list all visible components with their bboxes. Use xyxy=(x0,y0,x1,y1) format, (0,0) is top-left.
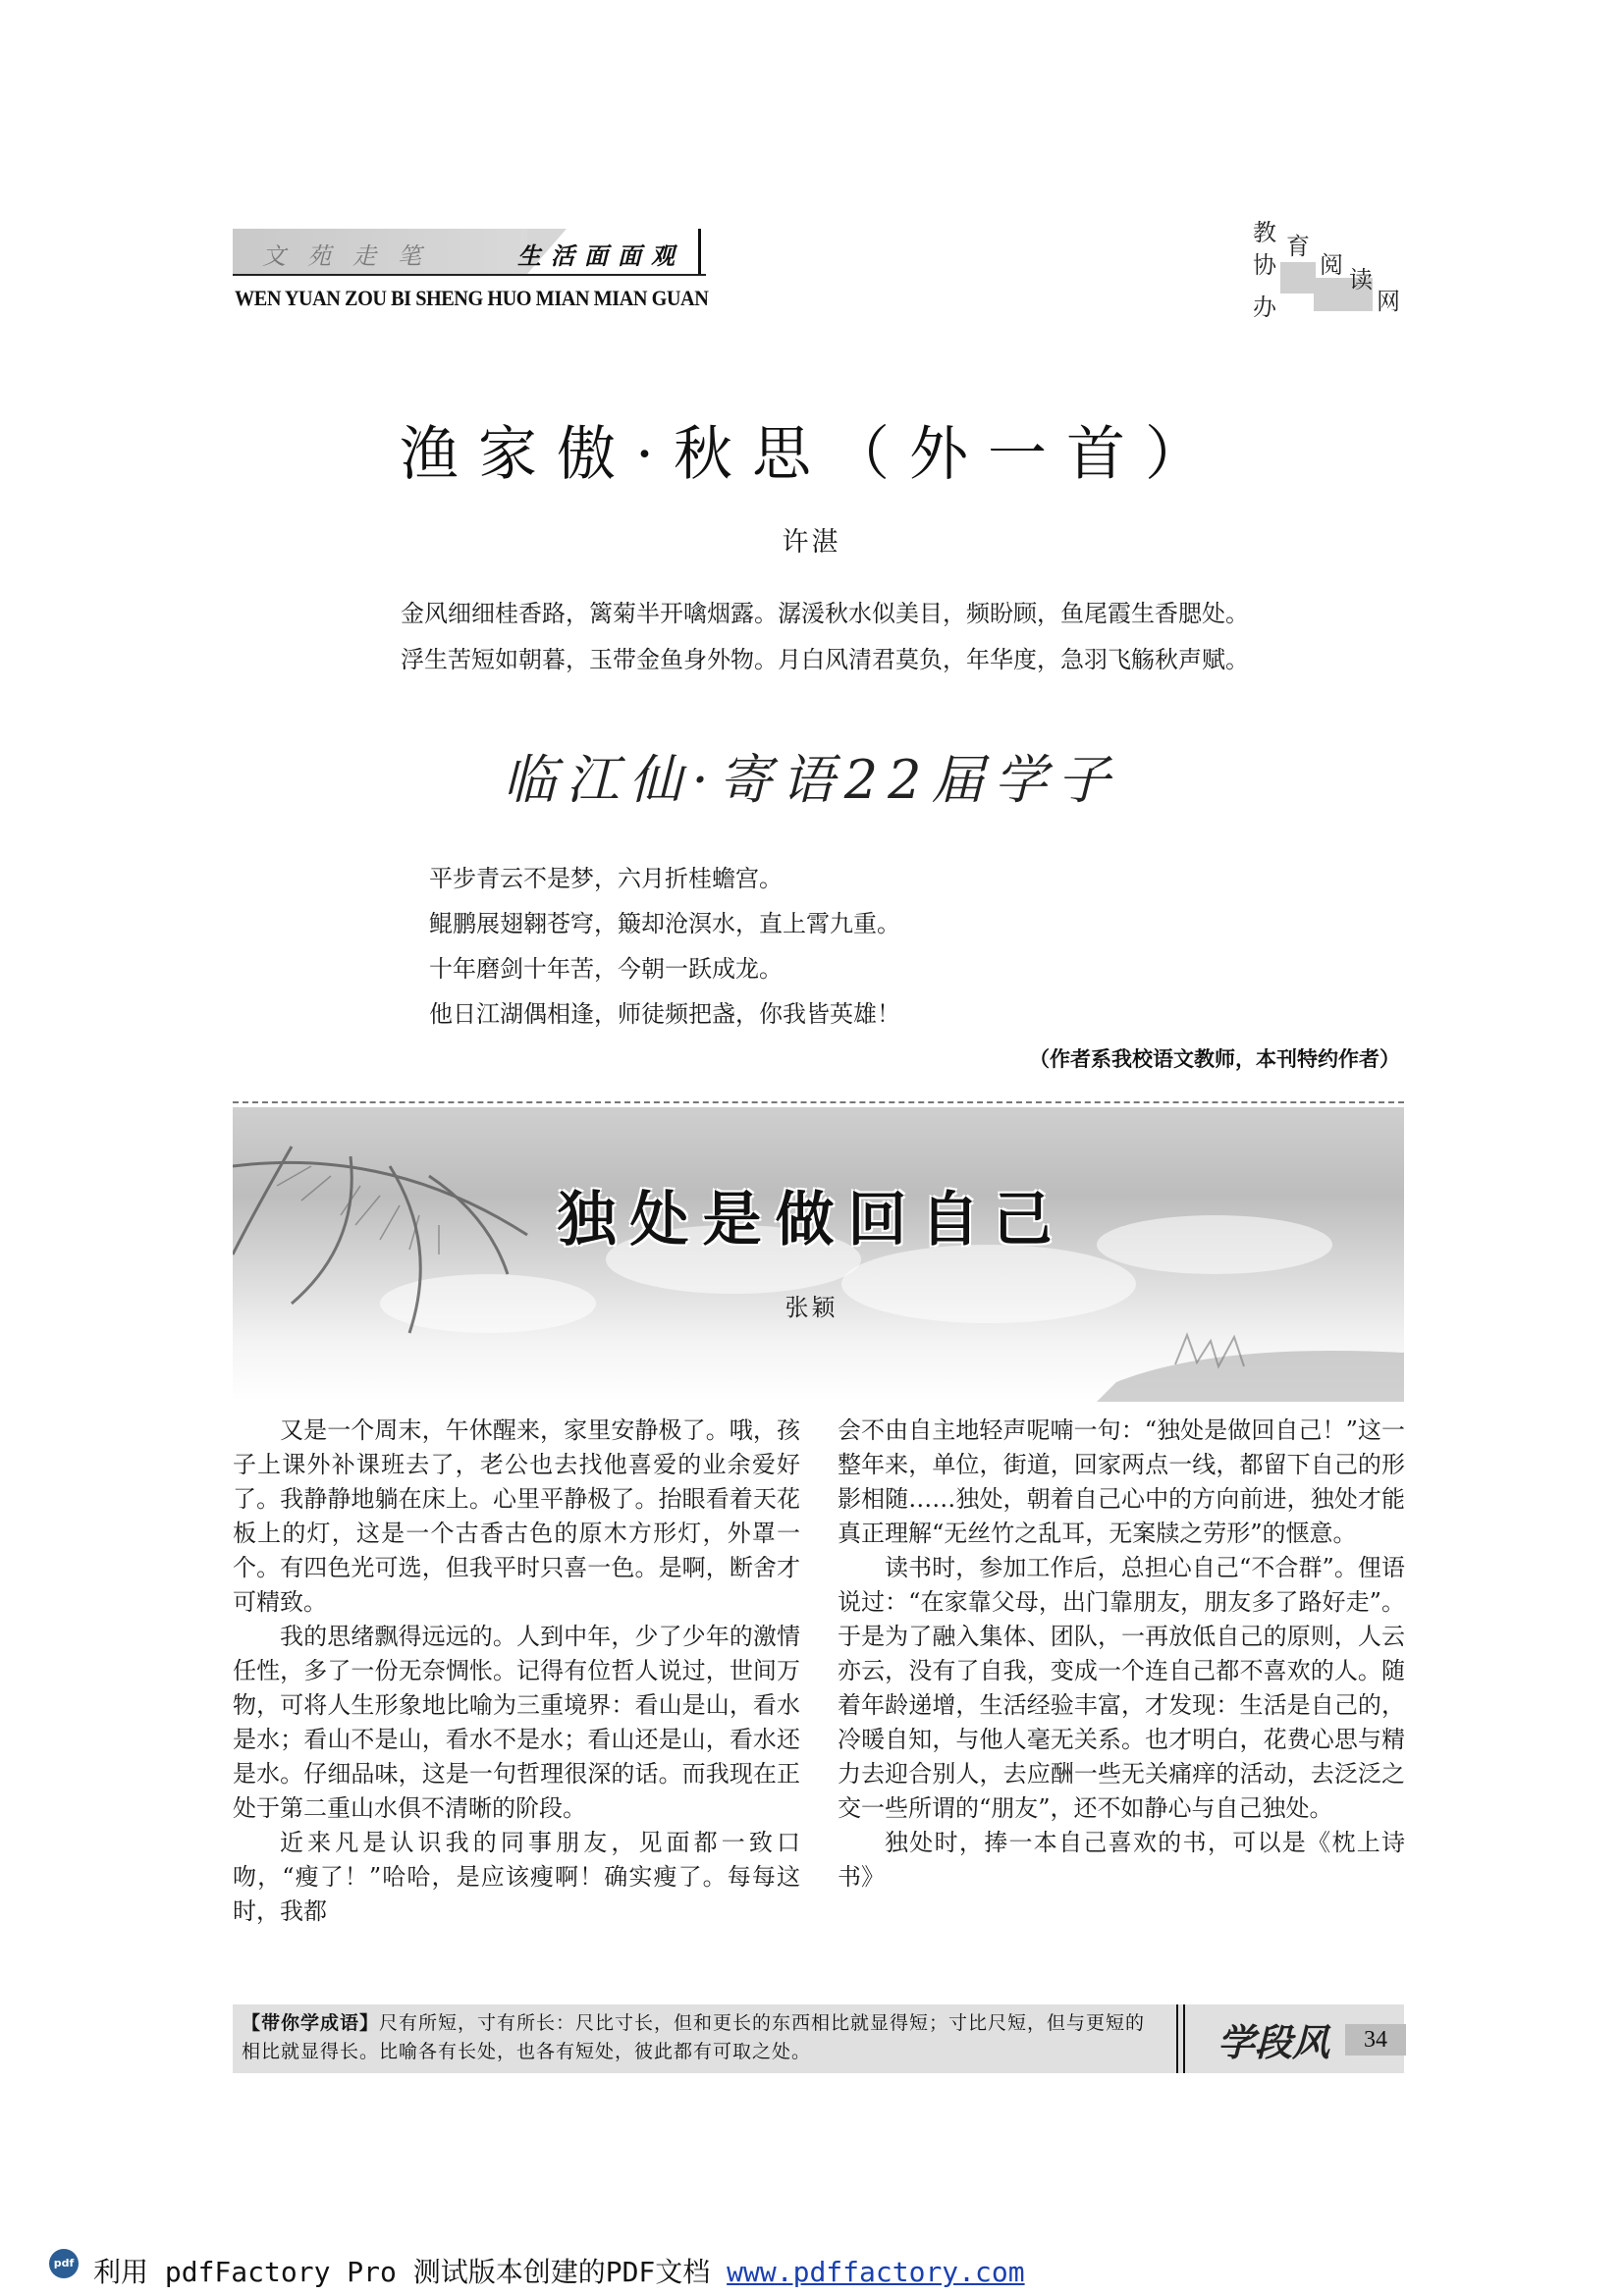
article-author: 张颖 xyxy=(784,1294,839,1321)
logo-char: 网 xyxy=(1377,288,1400,315)
section-pinyin: WEN YUAN ZOU BI SHENG HUO MIAN MIAN GUAN xyxy=(235,286,709,310)
pdf-notice-text: 利用 pdfFactory Pro 测试版本创建的PDF文档 xyxy=(93,2256,728,2288)
poem-body xyxy=(401,591,1249,683)
paragraph: 近来凡是认识我的同事朋友，见面都一致口吻，“瘦了！”哈哈，是应该瘦啊！确实瘦了。每每这时，我都 xyxy=(233,1829,800,1925)
idiom-body: 尺有所短，寸有所长：尺比寸长，但和更长的东西相比就显得短；寸比尺短，但与更短的相比就显得长。比喻各有长处，也各有短处，彼此都有可取之处。 xyxy=(242,2012,1146,2062)
section-name: 文苑走笔 xyxy=(262,242,443,270)
section-divider xyxy=(698,229,701,274)
column-name: 生活面面观 xyxy=(517,241,684,270)
footer-divider xyxy=(1176,2004,1178,2073)
pdffactory-link[interactable]: www.pdffactory.com xyxy=(727,2256,1025,2288)
article-column-left xyxy=(233,1414,800,1929)
page-number: 34 xyxy=(1345,2024,1406,2056)
logo-block xyxy=(1280,262,1316,294)
idiom-text xyxy=(242,2009,1155,2066)
section-header xyxy=(233,229,706,274)
pdf-notice xyxy=(93,2251,1025,2290)
logo-char: 教 xyxy=(1253,219,1276,246)
paragraph: 独处时，捧一本自己喜欢的书，可以是《枕上诗书》 xyxy=(838,1829,1405,1891)
poem-title: 临江仙·寄语22届学子 xyxy=(503,749,1120,811)
idiom-tag: 【带你学成语】 xyxy=(242,2012,380,2034)
poem-line: 浮生苦短如朝暮，玉带金鱼身外物。月白风清君莫负，年华度，急羽飞觞秋声赋。 xyxy=(401,646,1249,673)
author-note: （作者系我校语文教师，本刊特约作者） xyxy=(1029,1047,1400,1071)
poem-line: 平步青云不是梦，六月折桂蟾宫。 xyxy=(429,865,783,892)
paragraph: 读书时，参加工作后，总担心自己“不合群”。俚语说过：“在家靠父母，出门靠朋友，朋友多了路好走”。于是为了融入集体、团队，一再放低自己的原则，人云亦云，没有了自我，变成一个连自己都不喜欢的人。随着年龄递增，生活经验丰富，才发现：生活是自己的，冷暖自知，与他人毫无关系。也才明白，花费心思与精力去迎合别人，去应酬一些无关痛痒的活动，去泛泛之交一些所谓的“朋友”，还不如静心与自己独处。 xyxy=(838,1554,1405,1822)
paragraph: 又是一个周末，午休醒来，家里安静极了。哦，孩子上课外补课班去了，老公也去找他喜爱的业余爱好了。我静静地躺在床上。心里平静极了。抬眼看着天花板上的灯，这是一个古香古色的原木方形灯，外罩一个。有四色光可选，但我平时只喜一色。是啊，断舍才可精致。 xyxy=(233,1416,800,1616)
article-title: 独处是做回自己 xyxy=(557,1186,1066,1255)
poem-line: 十年磨剑十年苦，今朝一跃成龙。 xyxy=(429,955,783,983)
poem-title: 渔家傲·秋思（外一首） xyxy=(399,420,1224,489)
pdf-icon: pdf xyxy=(49,2249,79,2278)
footer-divider xyxy=(1183,2004,1185,2073)
article-column-right xyxy=(838,1414,1405,1895)
poem-line: 他日江湖偶相逢，师徒频把盏，你我皆英雄！ xyxy=(429,1000,900,1028)
paragraph: 会不由自主地轻声呢喃一句：“独处是做回自己！”这一整年来，单位，街道，回家两点一线，都留下自己的形影相随……独处，朝着自己心中的方向前进，独处才能真正理解“无丝竹之乱耳，无案牍之劳形”的惬意。 xyxy=(838,1416,1405,1547)
logo-char: 育 xyxy=(1286,233,1310,260)
logo-char: 读 xyxy=(1349,266,1373,294)
section-underline xyxy=(233,274,706,276)
poem-author: 许湛 xyxy=(782,527,841,558)
poem-line: 鲲鹏展翅翱苍穹，簸却沧溟水，直上霄九重。 xyxy=(429,910,900,937)
logo-char: 办 xyxy=(1253,294,1276,321)
logo-char: 阅 xyxy=(1320,251,1343,279)
poem-line: 金风细细桂香路，篱菊半开噙烟露。潺湲秋水似美目，频盼顾，鱼尾霞生香腮处。 xyxy=(401,600,1249,627)
education-reading-logo xyxy=(1245,211,1412,321)
poem-body xyxy=(429,856,900,1037)
logo-char: 协 xyxy=(1253,251,1276,279)
paragraph: 我的思绪飘得远远的。人到中年，少了少年的激情任性，多了一份无奈惆怅。记得有位哲人说过，世间万物，可将人生形象地比喻为三重境界：看山是山，看水是水；看山不是山，看水不是水；看山还是山，看水还是水。仔细品味，这是一句哲理很深的话。而我现在正处于第二重山水俱不清晰的阶段。 xyxy=(233,1623,800,1822)
magazine-logo: 学段风 xyxy=(1217,2020,1330,2064)
